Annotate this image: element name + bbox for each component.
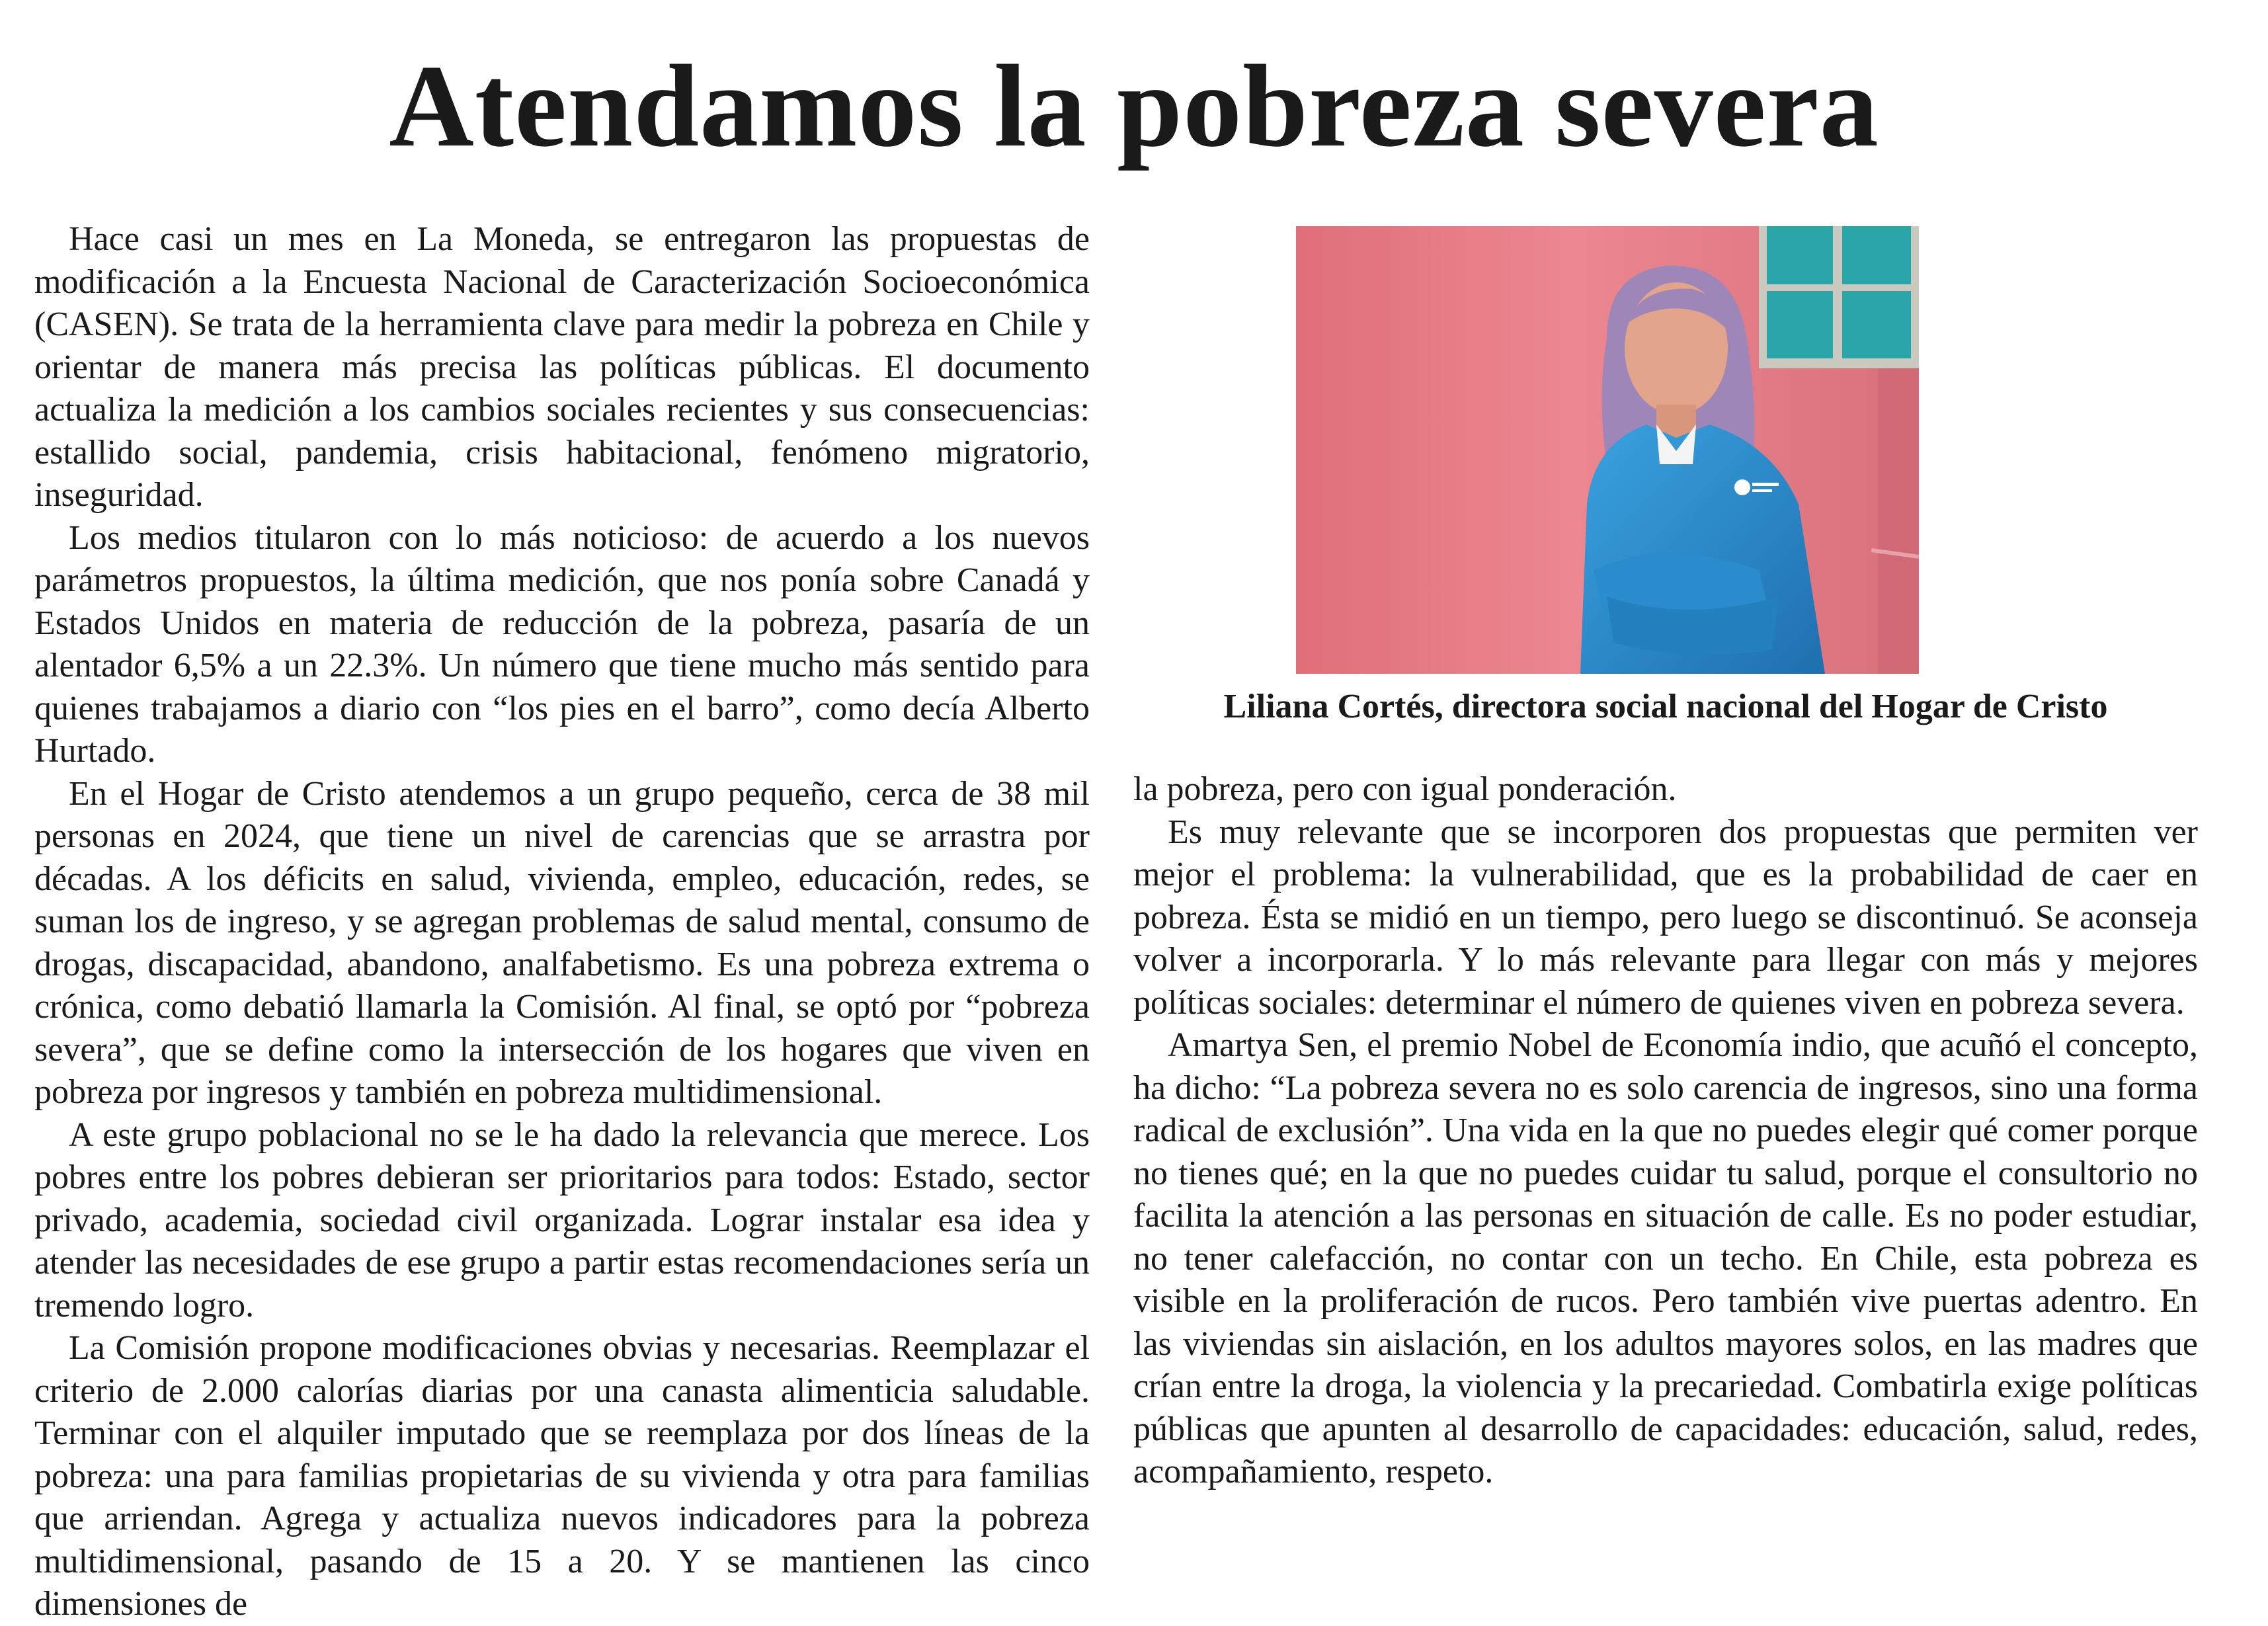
portrait-illustration	[1296, 226, 1919, 674]
paragraph: Hace casi un mes en La Moneda, se entregaron las propuestas de modificación a la Encuesta Nacional de Caracterización Socioeconómica (CASEN). Se trata de la herramienta clave para medir la pobreza en Chile y orientar de manera más precisa las políticas públicas. El documento actualiza la medición a los cambios sociales recientes y sus consecuencias: estallido social, pandemia, crisis habitacional, fenómeno migratorio, inseguridad.	[34, 220, 1090, 514]
paragraph-continuation: la pobreza, pero con igual ponderación.	[1133, 770, 1677, 808]
paragraph: En el Hogar de Cristo atendemos a un grupo pequeño, cerca de 38 mil personas en 2024, que tiene un nivel de carencias que se arrastra por décadas. A los déficits en salud, vivienda, empleo, educación, redes, se suman los de ingreso, y se agregan problemas de salud mental, consumo de drogas, discapacidad, abandono, analfabetismo. Es una pobreza extrema o crónica, como debatió llamarla la Comisión. Al final, se optó por “pobreza severa”, que se define como la intersección de los hogares que viven en pobreza por ingresos y también en pobreza multidimensional.	[34, 774, 1090, 1111]
paragraph: Amartya Sen, el premio Nobel de Economía indio, que acuñó el concepto, ha dicho: “La pobreza severa no es solo carencia de ingresos, sino una forma radical de exclusión”. Una vida en la que no puedes elegir qué comer porque no tienes qué; en la que no puedes cuidar tu salud, porque el consultorio no facilita la atención a las personas en situación de calle. Es no poder estudiar, no tener calefacción, no contar con un techo. En Chile, esta pobreza es visible en la proliferación de rucos. Pero también vive puertas adentro. En las viviendas sin aislación, en los adultos mayores solos, en las madres que crían entre la droga, la violencia y la precariedad. Combatirla exige políticas públicas que apunten al desarrollo de capacidades: educación, salud, redes, acompañamiento, respeto.	[1133, 1026, 2198, 1490]
headline: Atendamos la pobreza severa	[389, 40, 1879, 171]
paragraph: A este grupo poblacional no se le ha dado la relevancia que merece. Los pobres entre los pobres debieran ser prioritarios para todos: Estado, sector privado, academia, sociedad civil organizada. Lograr instalar esa idea y atender las necesidades de ese grupo a partir estas recomendaciones sería un tremendo logro.	[34, 1116, 1090, 1324]
right-column	[1133, 768, 2198, 1494]
paragraph: Es muy relevante que se incorporen dos propuestas que permiten ver mejor el problema: la vulnerabilidad, que es la probabilidad de caer en pobreza. Ésta se midió en un tiempo, pero luego se discontinuó. Se aconseja volver a incorporarla. Y lo más relevante para llegar con más y mejores políticas sociales: determinar el número de quienes viven en pobreza severa.	[1133, 813, 2198, 1022]
paragraph: Los medios titularon con lo más noticioso: de acuerdo a los nuevos parámetros propuestos, la última medición, que nos ponía sobre Canadá y Estados Unidos en materia de reducción de la pobreza, pasaría de un alentador 6,5% a un 22.3%. Un número que tiene mucho más sentido para quienes trabajamos a diario con “los pies en el barro”, como decía Alberto Hurtado.	[34, 518, 1090, 770]
paragraph: La Comisión propone modificaciones obvias y necesarias. Reemplazar el criterio de 2.000 calorías diarias por una canasta alimenticia saludable. Terminar con el alquiler imputado que se reemplaza por dos líneas de la pobreza: una para familias propietarias de su vivienda y otra para familias que arriendan. Agrega y actualiza nuevos indicadores para la pobreza multidimensional, pasando de 15 a 20. Y se mantienen las cinco dimensiones de	[34, 1329, 1090, 1623]
portrait-photo	[1296, 226, 1919, 674]
photo-caption: Liliana Cortés, directora social nacional del Hogar de Cristo	[1223, 688, 2108, 725]
left-column	[34, 218, 1090, 1626]
